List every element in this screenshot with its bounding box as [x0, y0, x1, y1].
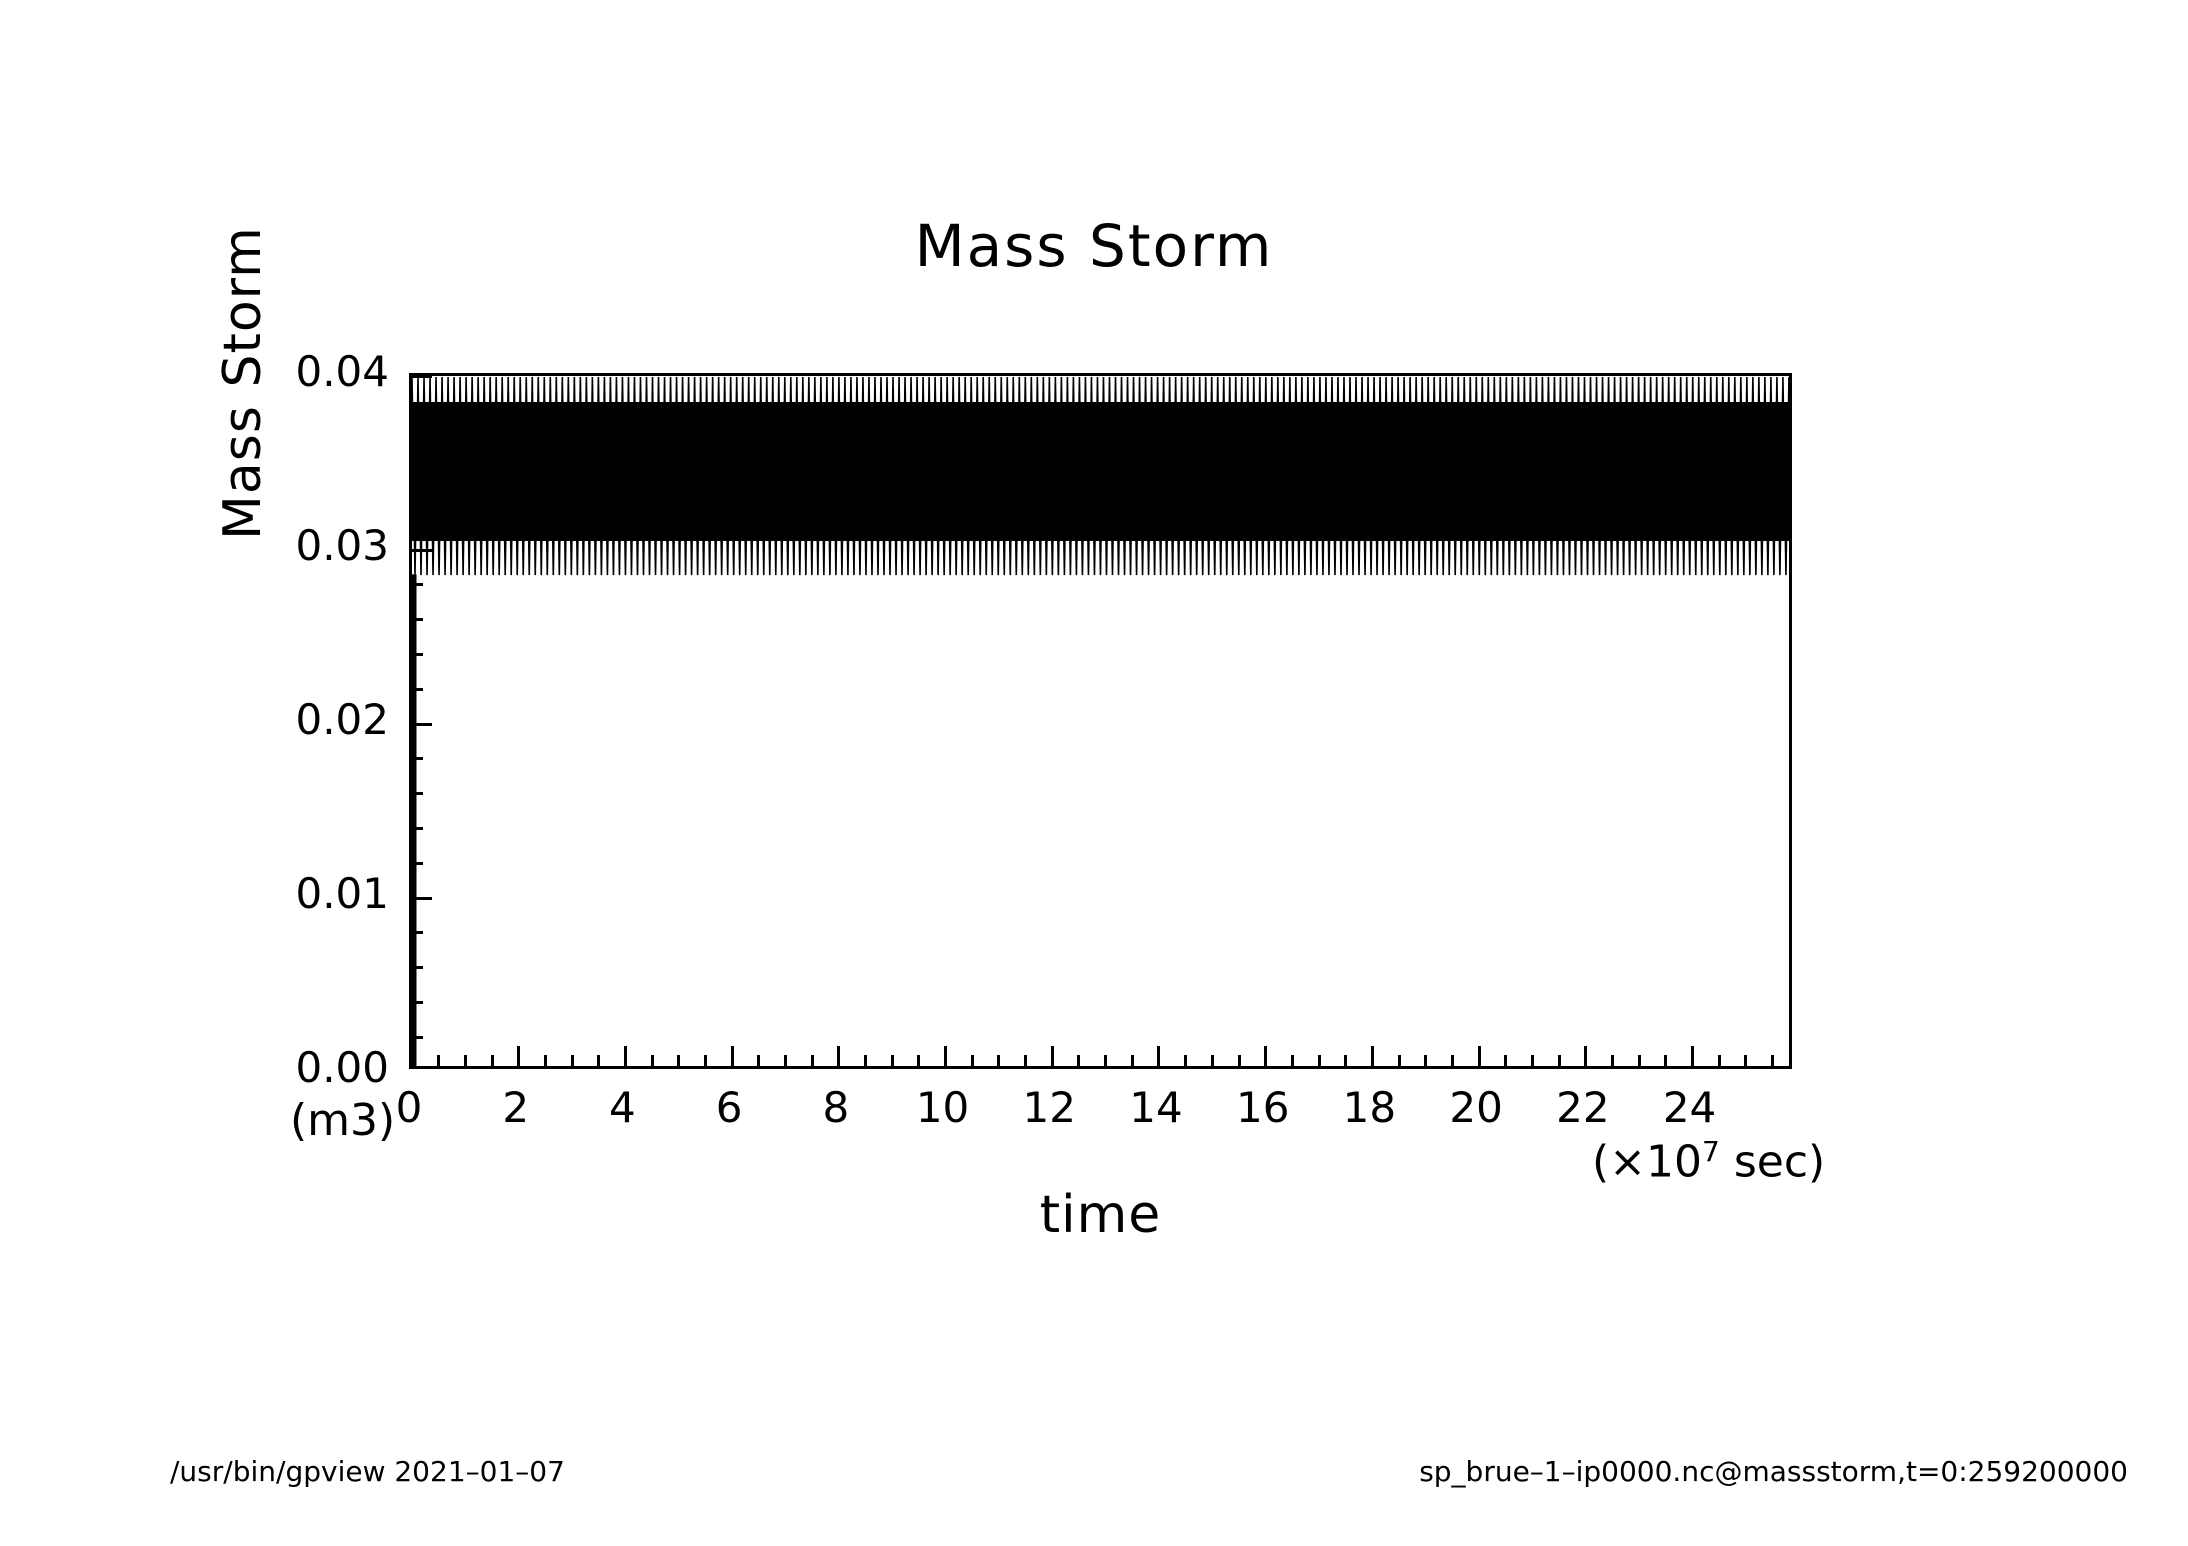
y-tick-minor — [412, 757, 423, 760]
y-tick-minor — [412, 583, 423, 586]
x-tick-major — [837, 1046, 840, 1066]
y-tick-major — [412, 723, 432, 726]
x-tick-minor — [971, 1055, 974, 1066]
y-tick-minor — [412, 409, 423, 412]
x-axis-unit: ($\times 10^7$ sec) — [1592, 1135, 1826, 1188]
x-tick-label: 10 — [915, 1083, 970, 1132]
y-tick-minor — [412, 514, 423, 517]
x-tick-minor — [784, 1055, 787, 1066]
x-tick-minor — [1398, 1055, 1401, 1066]
x-tick-major — [1264, 1046, 1267, 1066]
x-tick-label: 22 — [1556, 1083, 1610, 1132]
x-tick-minor — [891, 1055, 894, 1066]
x-tick-major — [731, 1046, 734, 1066]
x-tick-minor — [1211, 1055, 1214, 1066]
x-tick-minor — [1558, 1055, 1561, 1066]
y-tick-minor — [412, 792, 423, 795]
x-tick-major — [1051, 1046, 1054, 1066]
x-axis-title: time — [1039, 1185, 1162, 1245]
y-tick-label: 0.03 — [295, 521, 389, 570]
y-tick-minor — [412, 931, 423, 934]
x-tick-minor — [1531, 1055, 1534, 1066]
y-tick-minor — [412, 618, 423, 621]
x-tick-minor — [1451, 1055, 1454, 1066]
x-tick-minor — [677, 1055, 680, 1066]
x-tick-minor — [1318, 1055, 1321, 1066]
x-tick-minor — [1744, 1055, 1747, 1066]
x-tick-minor — [597, 1055, 600, 1066]
x-tick-label: 20 — [1449, 1083, 1503, 1132]
x-tick-minor — [491, 1055, 494, 1066]
x-tick-minor — [811, 1055, 814, 1066]
y-axis-unit: (m3) — [290, 1095, 396, 1146]
y-tick-label: 0.02 — [295, 695, 389, 744]
x-tick-label: 18 — [1342, 1083, 1397, 1132]
x-tick-minor — [1238, 1055, 1241, 1066]
y-tick-minor — [412, 827, 423, 830]
x-tick-minor — [1024, 1055, 1027, 1066]
x-tick-label: 4 — [609, 1083, 636, 1132]
x-tick-major — [1478, 1046, 1481, 1066]
x-tick-label: 14 — [1129, 1083, 1183, 1132]
x-tick-label: 2 — [502, 1083, 530, 1132]
x-tick-minor — [1131, 1055, 1134, 1066]
x-tick-minor — [1291, 1055, 1294, 1066]
x-tick-minor — [1638, 1055, 1641, 1066]
y-tick-label: 0.00 — [295, 1043, 389, 1092]
x-tick-major — [1691, 1046, 1694, 1066]
y-tick-major — [412, 549, 432, 552]
y-tick-minor — [412, 688, 423, 691]
x-tick-label: 12 — [1022, 1083, 1076, 1132]
x-tick-minor — [1077, 1055, 1080, 1066]
y-tick-minor — [412, 444, 423, 447]
x-tick-major — [944, 1046, 947, 1066]
x-tick-minor — [917, 1055, 920, 1066]
x-tick-minor — [1611, 1055, 1614, 1066]
x-tick-minor — [571, 1055, 574, 1066]
x-tick-major — [411, 1046, 414, 1066]
x-tick-label: 0 — [395, 1083, 423, 1132]
x-tick-major — [624, 1046, 627, 1066]
x-tick-major — [1157, 1046, 1160, 1066]
x-tick-minor — [544, 1055, 547, 1066]
y-tick-minor — [412, 1001, 423, 1004]
x-tick-minor — [437, 1055, 440, 1066]
x-tick-label: 8 — [822, 1083, 850, 1132]
x-tick-minor — [1718, 1055, 1721, 1066]
y-tick-major — [412, 375, 432, 378]
x-tick-label: 24 — [1662, 1083, 1717, 1132]
x-tick-minor — [704, 1055, 707, 1066]
startup-transient — [412, 376, 1789, 1066]
y-tick-major — [412, 897, 432, 900]
x-tick-major — [1584, 1046, 1587, 1066]
x-tick-major — [1371, 1046, 1374, 1066]
x-tick-minor — [651, 1055, 654, 1066]
footer-command-date: /usr/bin/gpview 2021–01–07 — [170, 1455, 565, 1488]
x-tick-minor — [997, 1055, 1000, 1066]
chart-title: Mass Storm — [914, 212, 1274, 280]
x-tick-major — [517, 1046, 520, 1066]
y-tick-minor — [412, 1036, 423, 1039]
y-tick-minor — [412, 479, 423, 482]
x-tick-minor — [464, 1055, 467, 1066]
footer-source-info: sp_brue–1–ip0000.nc@massstorm,t=0:259200000 — [1419, 1455, 2128, 1488]
x-tick-minor — [1504, 1055, 1507, 1066]
x-tick-label: 16 — [1235, 1083, 1290, 1132]
y-axis-title: Mass Storm — [213, 226, 273, 540]
y-tick-minor — [412, 653, 423, 656]
x-tick-minor — [1104, 1055, 1107, 1066]
x-tick-minor — [1771, 1055, 1774, 1066]
y-tick-minor — [412, 862, 423, 865]
y-tick-minor — [412, 966, 423, 969]
x-tick-label: 6 — [715, 1083, 743, 1132]
y-tick-label: 0.01 — [295, 869, 389, 918]
y-tick-label: 0.04 — [295, 347, 389, 396]
x-tick-minor — [864, 1055, 867, 1066]
x-tick-minor — [757, 1055, 760, 1066]
x-tick-minor — [1664, 1055, 1667, 1066]
x-tick-minor — [1184, 1055, 1187, 1066]
plot-area — [409, 373, 1792, 1069]
x-tick-minor — [1344, 1055, 1347, 1066]
x-tick-minor — [1424, 1055, 1427, 1066]
